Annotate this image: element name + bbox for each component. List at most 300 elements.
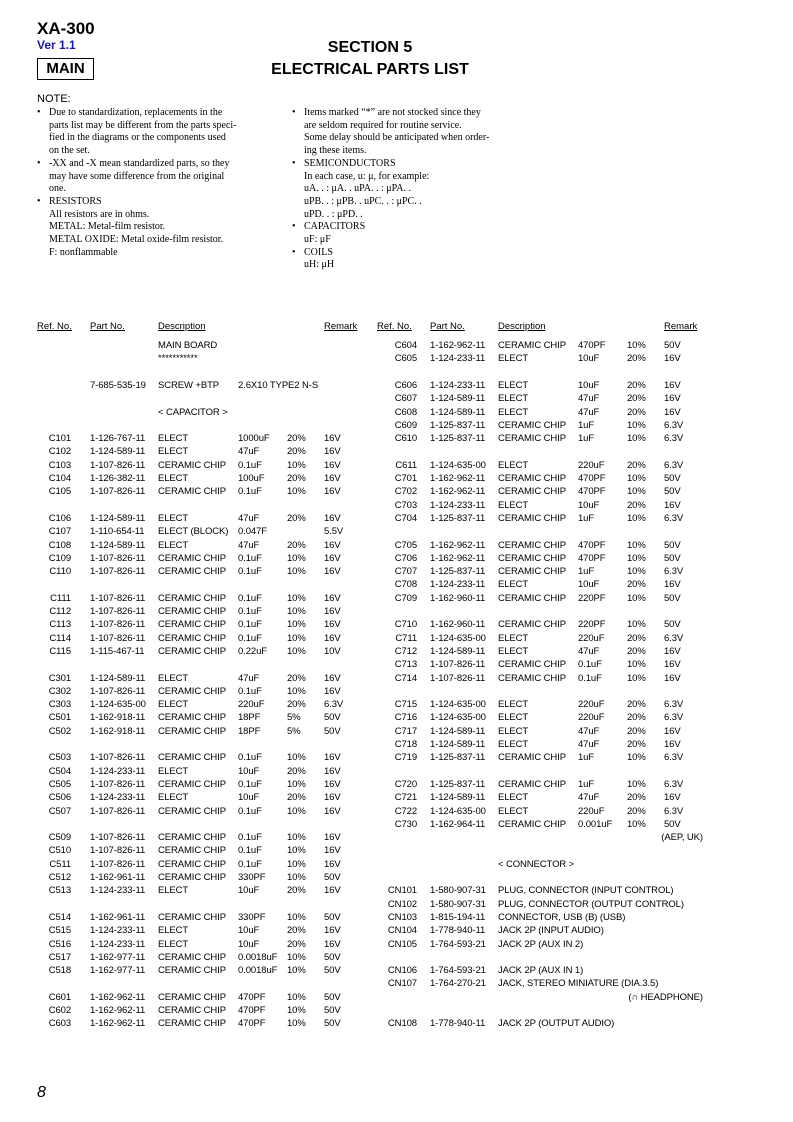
tolerance: 20% — [287, 473, 306, 484]
tolerance: 10% — [287, 685, 306, 697]
voltage: 6.3V — [664, 433, 684, 445]
section-tag: MAIN — [37, 58, 94, 80]
tolerance: 20% — [287, 433, 306, 445]
value: 1uF — [578, 752, 595, 764]
note-line: uF: μF — [304, 234, 331, 245]
voltage: 16V — [324, 566, 341, 578]
part-no: 1-107-826-11 — [430, 672, 486, 684]
value: 220uF — [578, 459, 605, 471]
voltage: 16V — [324, 925, 341, 937]
description: ELECT — [158, 885, 189, 897]
ref-no: CN104 — [387, 925, 417, 937]
description: CERAMIC CHIP — [498, 818, 566, 830]
value: 2.6X10 TYPE2 N-S — [238, 379, 319, 391]
note-line: uA. . : μA. . uPA. . : μPA. . — [304, 183, 411, 195]
part-no: 1-124-589-11 — [90, 446, 146, 458]
part-no: 1-124-233-11 — [430, 579, 486, 591]
voltage: 16V — [664, 579, 681, 591]
ref-no: C709 — [394, 592, 417, 604]
header-desc-right: Description — [498, 321, 546, 332]
ref-no: C719 — [394, 752, 417, 764]
tolerance: 20% — [287, 699, 306, 711]
description: CERAMIC CHIP — [498, 752, 566, 764]
voltage: 16V — [324, 672, 341, 684]
voltage: 50V — [324, 1018, 341, 1030]
value: 0.0018uF — [238, 951, 278, 963]
voltage: 10V — [324, 645, 341, 657]
tolerance: 20% — [627, 792, 646, 804]
voltage: 16V — [324, 539, 341, 551]
note-line: on the set. — [49, 145, 90, 157]
row-note: (AEP, UK) — [661, 832, 703, 844]
value: 10uF — [578, 353, 600, 365]
voltage: 5.5V — [324, 526, 344, 538]
description: ELECT — [498, 632, 529, 644]
header-desc-left: Description — [158, 321, 206, 332]
part-no: 1-580-907-31 — [430, 898, 486, 910]
tolerance: 20% — [627, 393, 646, 405]
voltage: 50V — [324, 911, 341, 923]
value: 0.1uF — [238, 845, 262, 857]
part-no: 1-162-962-11 — [430, 473, 486, 484]
tolerance: 20% — [627, 499, 646, 511]
description: CERAMIC CHIP — [158, 805, 226, 817]
note-line: • Due to standardization, replacements in the — [49, 107, 222, 118]
tolerance: 10% — [627, 340, 646, 351]
ref-no: C711 — [395, 632, 417, 644]
ref-no: C501 — [48, 712, 71, 724]
tolerance: 10% — [287, 592, 306, 604]
description: CERAMIC CHIP — [158, 592, 226, 604]
description: CERAMIC CHIP — [498, 552, 566, 564]
part-no: 1-107-826-11 — [90, 606, 146, 617]
value: 220PF — [578, 619, 606, 631]
value: 220uF — [238, 699, 265, 711]
description: CERAMIC CHIP — [498, 539, 566, 551]
ref-no: C103 — [48, 459, 71, 471]
tolerance: 10% — [287, 619, 306, 631]
description: CERAMIC CHIP — [158, 1005, 226, 1016]
description: CERAMIC CHIP — [498, 473, 566, 484]
note-line: uH: μH — [304, 259, 335, 271]
ref-no: C104 — [48, 473, 71, 484]
voltage: 16V — [324, 792, 341, 804]
part-no: 1-778-940-11 — [430, 925, 486, 937]
voltage: 16V — [324, 632, 341, 644]
description: CERAMIC CHIP — [158, 645, 226, 657]
description: CERAMIC CHIP — [158, 725, 226, 737]
description: CERAMIC CHIP — [158, 778, 226, 790]
description: CERAMIC CHIP — [498, 672, 566, 684]
description: CERAMIC CHIP — [158, 832, 226, 844]
description: ELECT — [158, 699, 189, 711]
ref-no: C730 — [394, 818, 417, 830]
voltage: 16V — [324, 446, 341, 458]
value: 220uF — [578, 699, 605, 711]
ref-no: C101 — [48, 433, 71, 445]
description: CERAMIC CHIP — [498, 592, 566, 604]
tolerance: 10% — [287, 645, 306, 657]
ref-no: C505 — [48, 778, 71, 790]
group-heading: < CAPACITOR > — [158, 406, 228, 418]
voltage: 16V — [324, 685, 341, 697]
part-no: 1-107-826-11 — [90, 566, 146, 578]
ref-no: C510 — [48, 845, 71, 857]
part-no: 1-162-918-11 — [90, 725, 146, 737]
voltage: 16V — [324, 752, 341, 764]
ref-no: C301 — [48, 672, 71, 684]
value: 0.1uF — [238, 752, 262, 764]
description: CERAMIC CHIP — [158, 606, 226, 617]
value: 47uF — [578, 406, 600, 418]
note-line: METAL OXIDE: Metal oxide-film resistor. — [49, 234, 224, 245]
description: ELECT — [498, 792, 529, 804]
value: 0.1uF — [238, 459, 262, 471]
part-no: 1-107-826-11 — [90, 486, 146, 498]
voltage: 6.3V — [664, 712, 684, 724]
value: 47uF — [578, 645, 600, 657]
voltage: 16V — [664, 739, 681, 750]
value: 1uF — [578, 512, 595, 524]
ref-no: C611 — [395, 459, 417, 471]
ref-no: C707 — [394, 566, 417, 578]
voltage: 50V — [324, 965, 341, 977]
ref-no: C722 — [394, 805, 417, 817]
voltage: 50V — [324, 725, 341, 737]
ref-no: C718 — [394, 739, 417, 750]
voltage: 6.3V — [664, 419, 684, 431]
ref-no: C708 — [394, 579, 417, 591]
part-no: 1-125-837-11 — [430, 778, 486, 790]
voltage: 6.3V — [664, 632, 684, 644]
note-heading: NOTE: — [37, 93, 71, 105]
tolerance: 10% — [627, 539, 646, 551]
tolerance: 10% — [287, 1018, 306, 1030]
value: 47uF — [238, 512, 260, 524]
note-line: parts list may be different from the parts speci- — [49, 119, 237, 131]
part-no: 1-110-654-11 — [90, 526, 145, 538]
value: 10uF — [238, 792, 260, 804]
ref-no: C106 — [48, 512, 71, 524]
part-no: 1-124-233-11 — [90, 885, 146, 897]
voltage: 16V — [324, 619, 341, 631]
value: 18PF — [238, 712, 261, 724]
description: PLUG, CONNECTOR (OUTPUT CONTROL) — [498, 898, 684, 910]
part-no: 1-124-233-11 — [90, 938, 146, 950]
model-name: XA-300 — [37, 19, 95, 38]
ref-no: C303 — [48, 699, 71, 711]
description: CERAMIC CHIP — [158, 951, 226, 963]
part-no: 1-124-635-00 — [430, 699, 486, 711]
value: 0.22uF — [238, 645, 267, 657]
tolerance: 10% — [287, 965, 306, 977]
part-no: 1-107-826-11 — [90, 632, 146, 644]
voltage: 16V — [324, 486, 341, 498]
part-no: 1-815-194-11 — [430, 911, 486, 923]
description: CERAMIC CHIP — [498, 619, 566, 631]
ref-no: C114 — [49, 632, 71, 644]
ref-no: C603 — [48, 1018, 71, 1030]
note-line: METAL: Metal-film resistor. — [49, 221, 166, 233]
voltage: 50V — [664, 486, 681, 498]
value: 47uF — [578, 739, 600, 750]
description: ELECT — [498, 739, 529, 750]
part-no: 1-107-826-11 — [90, 778, 146, 790]
description: CONNECTOR, USB (B) (USB) — [498, 911, 626, 923]
value: 0.1uF — [238, 592, 262, 604]
part-no: 1-124-589-11 — [430, 739, 486, 750]
part-no: 1-124-233-11 — [430, 499, 486, 511]
value: 47uF — [578, 725, 600, 737]
tolerance: 20% — [627, 699, 646, 711]
ref-no: C302 — [48, 685, 71, 697]
part-no: 1-126-382-11 — [90, 473, 146, 484]
part-no: 1-162-962-11 — [90, 1018, 146, 1030]
value: 1uF — [578, 566, 595, 578]
version-label: Ver 1.1 — [37, 38, 76, 52]
tolerance: 20% — [287, 792, 306, 804]
value: 10uF — [238, 925, 260, 937]
voltage: 16V — [664, 725, 681, 737]
voltage: 16V — [324, 938, 341, 950]
ref-no: CN105 — [387, 938, 417, 950]
ref-no: C601 — [48, 991, 71, 1003]
part-no: 1-778-940-11 — [430, 1018, 486, 1030]
note-line: • Items marked “*” are not stocked since they — [304, 107, 481, 118]
value: 0.047F — [238, 526, 267, 538]
ref-no: C610 — [394, 433, 417, 445]
description: ELECT — [498, 805, 529, 817]
voltage: 6.3V — [664, 805, 684, 817]
ref-no: CN101 — [387, 885, 417, 897]
value: 10uF — [578, 579, 600, 591]
voltage: 16V — [324, 459, 341, 471]
description: CERAMIC CHIP — [498, 778, 566, 790]
ref-no: C717 — [394, 725, 417, 737]
ref-no: C107 — [48, 526, 71, 538]
value: 47uF — [238, 539, 260, 551]
tolerance: 20% — [627, 632, 646, 644]
value: 0.1uF — [238, 805, 262, 817]
tolerance: 10% — [287, 486, 306, 498]
ref-no: C112 — [49, 606, 71, 617]
note-line: • CAPACITORS — [304, 221, 365, 232]
value: 10uF — [578, 379, 600, 391]
description: CERAMIC CHIP — [498, 512, 566, 524]
voltage: 6.3V — [664, 459, 684, 471]
row-note: (∩ HEADPHONE) — [628, 991, 703, 1003]
description: ELECT (BLOCK) — [158, 526, 229, 538]
ref-no: CN106 — [387, 965, 417, 977]
part-no: 1-162-918-11 — [90, 712, 146, 724]
note-line: are seldom required for routine service. — [304, 119, 462, 131]
tolerance: 20% — [287, 512, 306, 524]
voltage: 16V — [324, 592, 341, 604]
note-line: ing these items. — [304, 145, 367, 157]
ref-no: C511 — [49, 858, 71, 870]
description: CERAMIC CHIP — [158, 632, 226, 644]
note-line: uPB. . : μPB. . uPC. . : μPC. . — [304, 195, 422, 207]
voltage: 50V — [324, 872, 341, 883]
description: SCREW +BTP — [158, 379, 220, 391]
tolerance: 10% — [627, 552, 646, 564]
voltage: 6.3V — [664, 778, 684, 790]
header-remark-left: Remark — [324, 321, 358, 332]
ref-no: C706 — [394, 552, 417, 564]
value: 220uF — [578, 632, 605, 644]
ref-no: C701 — [394, 473, 417, 484]
part-no: 1-107-826-11 — [90, 858, 146, 870]
description: JACK 2P (INPUT AUDIO) — [498, 925, 604, 937]
voltage: 16V — [324, 832, 341, 844]
value: 0.1uF — [238, 606, 262, 617]
voltage: 16V — [664, 499, 681, 511]
voltage: 50V — [664, 619, 681, 631]
note-line: In each case, u: μ, for example: — [304, 170, 430, 182]
tolerance: 20% — [627, 579, 646, 591]
part-no: 1-162-962-11 — [430, 539, 486, 551]
tolerance: 20% — [627, 406, 646, 418]
value: 10uF — [578, 499, 600, 511]
note-line: F: nonflammable — [49, 246, 118, 258]
part-no: 7-685-535-19 — [90, 379, 146, 391]
part-no: 1-124-233-11 — [90, 792, 146, 804]
voltage: 50V — [664, 340, 681, 351]
ref-no: C606 — [394, 379, 417, 391]
description: ELECT — [498, 645, 529, 657]
description: ELECT — [498, 379, 529, 391]
value: 470PF — [578, 486, 606, 498]
part-no: 1-125-837-11 — [430, 566, 486, 578]
group-heading: < CONNECTOR > — [498, 858, 575, 870]
part-no: 1-124-233-11 — [90, 765, 146, 777]
part-no: 1-162-964-11 — [430, 818, 486, 830]
part-no: 1-162-962-11 — [430, 340, 486, 351]
ref-no: C506 — [48, 792, 71, 804]
value: 220uF — [578, 712, 605, 724]
voltage: 6.3V — [664, 512, 684, 524]
value: 100uF — [238, 473, 265, 484]
part-no: 1-124-635-00 — [430, 459, 486, 471]
part-no: 1-107-826-11 — [90, 552, 146, 564]
value: 47uF — [578, 393, 600, 405]
ref-no: C604 — [394, 340, 417, 351]
ref-no: C515 — [48, 925, 71, 937]
value: 0.1uF — [578, 672, 602, 684]
voltage: 16V — [664, 645, 681, 657]
value: 0.1uF — [238, 566, 262, 578]
description: CERAMIC CHIP — [158, 685, 226, 697]
value: 470PF — [238, 1018, 266, 1030]
tolerance: 20% — [627, 805, 646, 817]
value: 0.1uF — [238, 552, 262, 564]
part-no: 1-125-837-11 — [430, 419, 486, 431]
description: CERAMIC CHIP — [158, 619, 226, 631]
tolerance: 20% — [627, 645, 646, 657]
value: 10uF — [238, 938, 260, 950]
voltage: 16V — [324, 552, 341, 564]
ref-no: C115 — [49, 645, 71, 657]
value: 0.1uF — [238, 778, 262, 790]
page-number: 8 — [37, 1084, 46, 1101]
description: CERAMIC CHIP — [498, 486, 566, 498]
voltage: 16V — [324, 858, 341, 870]
header-remark-right: Remark — [664, 321, 698, 332]
ref-no: C513 — [48, 885, 71, 897]
tolerance: 20% — [287, 446, 306, 458]
note-line: • SEMICONDUCTORS — [304, 158, 396, 169]
voltage: 16V — [324, 512, 341, 524]
description: CERAMIC CHIP — [158, 459, 226, 471]
tolerance: 10% — [287, 606, 306, 617]
description: JACK 2P (AUX IN 2) — [498, 938, 584, 950]
part-no: 1-124-589-11 — [90, 539, 146, 551]
part-no: 1-107-826-11 — [90, 459, 146, 471]
ref-no: C518 — [48, 965, 71, 977]
tolerance: 10% — [627, 778, 646, 790]
description: ELECT — [158, 433, 189, 445]
tolerance: 5% — [287, 725, 301, 737]
part-no: 1-124-589-11 — [90, 512, 146, 524]
voltage: 6.3V — [664, 752, 684, 764]
tolerance: 20% — [287, 938, 306, 950]
value: 0.1uF — [238, 486, 262, 498]
description: ELECT — [158, 539, 189, 551]
ref-no: C503 — [48, 752, 71, 764]
tolerance: 10% — [627, 659, 646, 671]
voltage: 50V — [664, 592, 681, 604]
tolerance: 20% — [627, 379, 646, 391]
ref-no: C608 — [394, 406, 417, 418]
ref-no: CN107 — [387, 978, 417, 990]
tolerance: 10% — [287, 566, 306, 578]
tolerance: 10% — [287, 872, 306, 883]
part-no: 1-107-826-11 — [90, 832, 146, 844]
voltage: 16V — [324, 778, 341, 790]
ref-no: C712 — [394, 645, 417, 657]
tolerance: 10% — [287, 805, 306, 817]
description: JACK 2P (AUX IN 1) — [498, 965, 584, 977]
ref-no: C516 — [48, 938, 71, 950]
description: CERAMIC CHIP — [498, 566, 566, 578]
tolerance: 20% — [287, 672, 306, 684]
tolerance: 10% — [287, 778, 306, 790]
ref-no: C504 — [48, 765, 71, 777]
ref-no: C105 — [48, 486, 71, 498]
ref-no: C710 — [394, 619, 417, 631]
voltage: 16V — [324, 845, 341, 857]
ref-no: C109 — [48, 552, 71, 564]
part-no: 1-124-589-11 — [430, 792, 486, 804]
part-no: 1-124-589-11 — [430, 393, 486, 405]
ref-no: C714 — [394, 672, 417, 684]
ref-no: C512 — [48, 872, 71, 883]
description: CERAMIC CHIP — [498, 340, 566, 351]
part-no: 1-124-589-11 — [430, 645, 486, 657]
ref-no: C716 — [394, 712, 417, 724]
part-no: 1-162-960-11 — [430, 619, 486, 631]
part-no: 1-162-962-11 — [430, 552, 486, 564]
tolerance: 10% — [287, 845, 306, 857]
value: 0.1uF — [238, 619, 262, 631]
header-part-left: Part No. — [90, 321, 125, 332]
value: 47uF — [578, 792, 600, 804]
value: 10uF — [238, 885, 260, 897]
tolerance: 10% — [627, 818, 646, 830]
tolerance: 10% — [287, 911, 306, 923]
voltage: 16V — [664, 406, 681, 418]
tolerance: 20% — [627, 739, 646, 750]
